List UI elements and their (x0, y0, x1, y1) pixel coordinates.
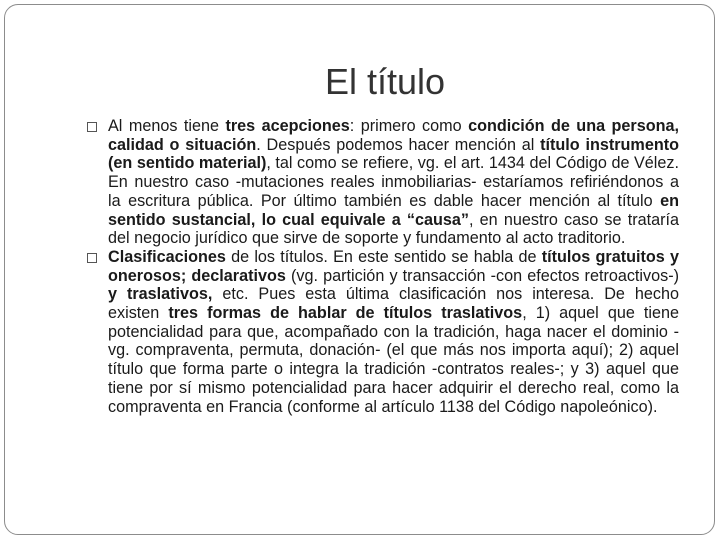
text-segment: , 1) aquel que tiene potencialidad para que, acompañado con la tradición, haga nacer el dominio -vg. compraventa, permuta, donación- (el que más nos importa aquí); 2) aquel título que forma parte o integra la tradición -contratos reales-; y 3) aquel que tiene por sí mismo potencialidad para hacer adquirir el derecho real, como la compraventa en Francia (conforme al artículo 1138 del Código napoleónico). (108, 304, 679, 416)
text-segment: etc. Pues esta última clasificación nos interesa. De hecho existen (108, 285, 679, 323)
text-segment: , en nuestro caso se trataría del negocio jurídico que sirve de soporte y fundamento al acto traditorio. (108, 210, 679, 248)
text-segment: (vg. partición y transacción -con efectos retroactivos-) (285, 266, 679, 285)
bullet-item (87, 248, 679, 416)
slide (4, 4, 715, 535)
text-segment-bold: tres formas de hablar de títulos traslativos (168, 304, 523, 323)
text-segment: : primero como (349, 117, 469, 135)
text-segment-bold: en sentido sustancial, lo cual equivale a “causa” (108, 191, 679, 229)
text-segment: , tal como se refiere, vg. el art. 1434 del Código de Vélez. En nuestro caso -mutaciones reales inmobiliarias- estaríamos refiriéndonos a la escritura pública. Por último también es dable hacer mención al título (108, 154, 679, 210)
square-bullet-icon (87, 122, 97, 132)
text-segment-bold: tres acepciones (225, 117, 350, 135)
text-segment: de los títulos. En este sentido se habla de (225, 247, 542, 266)
text-segment-bold: condición de una persona, calidad o situación (108, 117, 680, 154)
text-segment-bold: y traslativos, (108, 285, 213, 304)
bullet-text (108, 117, 679, 247)
square-bullet-icon (87, 253, 97, 263)
text-segment-bold: títulos gratuitos y onerosos; declarativos (108, 247, 679, 285)
text-segment: . Después podemos hacer mención al (256, 135, 541, 154)
text-segment-bold: título instrumento (en sentido material) (108, 135, 679, 173)
bullet-text (108, 248, 679, 416)
bullet-list (87, 117, 679, 416)
bullet-item (87, 117, 679, 248)
slide-title: El título (324, 61, 446, 102)
text-segment-bold: Clasificaciones (108, 247, 226, 266)
text-segment: Al menos tiene (108, 117, 226, 135)
